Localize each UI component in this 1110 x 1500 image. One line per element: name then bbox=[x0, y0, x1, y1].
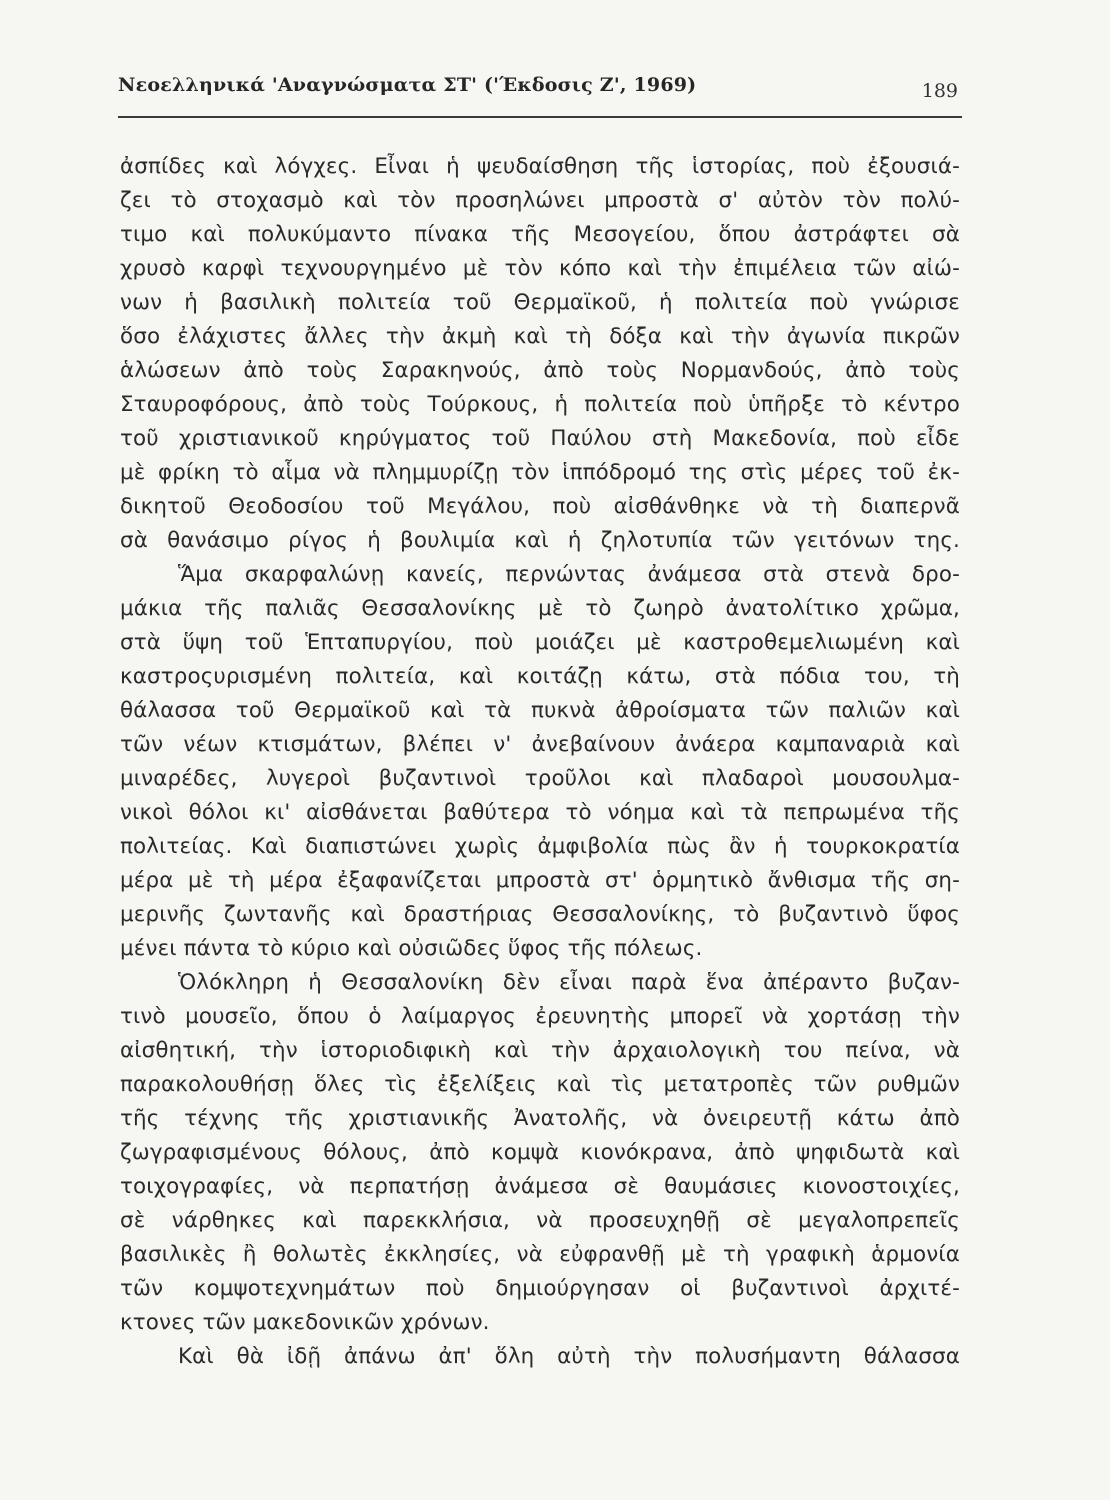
text-line: Σταυροφόρους, ἀπὸ τοὺς Τούρκους, ἡ πολιτεία ποὺ ὑπῆρξε τὸ κέντρο bbox=[120, 392, 960, 417]
text-line: μὲ φρίκη τὸ αἷμα νὰ πλημμυρίζῃ τὸν ἱππόδρομό της στὶς μέρες τοῦ ἐκ- bbox=[120, 460, 960, 485]
text-line: θάλασσα τοῦ Θερμαϊκοῦ καὶ τὰ πυκνὰ ἀθροίσματα τῶν παλιῶν καὶ bbox=[120, 698, 960, 723]
text-line: τῆς τέχνης τῆς χριστιανικῆς Ἀνατολῆς, νὰ ὀνειρευτῇ κάτω ἀπὸ bbox=[120, 1106, 960, 1131]
text-line: τῶν κομψοτεχνημάτων ποὺ δημιούργησαν οἱ βυζαντινοὶ ἀρχιτέ- bbox=[120, 1276, 960, 1301]
text-line: ζωγραφισμένους θόλους, ἀπὸ κομψὰ κιονόκρανα, ἀπὸ ψηφιδωτὰ καὶ bbox=[120, 1140, 960, 1165]
text-line: κτονες τῶν μακεδονικῶν χρόνων. bbox=[120, 1310, 490, 1335]
text-line: ἁλώσεων ἀπὸ τοὺς Σαρακηνούς, ἀπὸ τοὺς Νορμανδούς, ἀπὸ τοὺς bbox=[120, 358, 960, 383]
text-line: σὰ θανάσιμο ρίγος ἡ βουλιμία καὶ ἡ ζηλοτυπία τῶν γειτόνων της. bbox=[120, 528, 960, 553]
running-header bbox=[118, 70, 962, 102]
text-line: χρυσὸ καρφὶ τεχνουργημένο μὲ τὸν κόπο καὶ τὴν ἐπιμέλεια τῶν αἰώ- bbox=[120, 256, 960, 281]
text-line: δικητοῦ Θεοδοσίου τοῦ Μεγάλου, ποὺ αἰσθάνθηκε νὰ τὴ διαπερνᾶ bbox=[120, 494, 960, 519]
text-line: νικοὶ θόλοι κι' αἰσθάνεται βαθύτερα τὸ νόημα καὶ τὰ πεπρωμένα τῆς bbox=[120, 800, 960, 825]
header-rule bbox=[118, 116, 962, 118]
text-line: νων ἡ βασιλικὴ πολιτεία τοῦ Θερμαϊκοῦ, ἡ πολιτεία ποὺ γνώρισε bbox=[120, 290, 960, 315]
text-line: μερινῆς ζωντανῆς καὶ δραστήριας Θεσσαλονίκης, τὸ βυζαντινὸ ὕφος bbox=[120, 902, 960, 927]
text-line: τοιχογραφίες, νὰ περπατήσῃ ἀνάμεσα σὲ θαυμάσιες κιονοστοιχίες, bbox=[120, 1174, 960, 1199]
text-line: μέρα μὲ τὴ μέρα ἐξαφανίζεται μπροστὰ στ' ὁρμητικὸ ἄνθισμα τῆς ση- bbox=[120, 868, 960, 893]
text-line: μιναρέδες, λυγεροὶ βυζαντινοὶ τροῦλοι καὶ πλαδαροὶ μουσουλμα- bbox=[120, 766, 960, 791]
text-line: σὲ νάρθηκες καὶ παρεκκλήσια, νὰ προσευχηθῇ σὲ μεγαλοπρεπεῖς bbox=[120, 1208, 960, 1233]
paragraph-first-line: Ἅμα σκαρφαλώνῃ κανείς, περνώντας ἀνάμεσα στὰ στενὰ δρο- bbox=[178, 562, 960, 587]
text-line: ζει τὸ στοχασμὸ καὶ τὸν προσηλώνει μπροστὰ σ' αὐτὸν τὸν πολύ- bbox=[120, 188, 960, 213]
text-line: ἀσπίδες καὶ λόγχες. Εἶναι ἡ ψευδαίσθηση τῆς ἱστορίας, ποὺ ἐξουσιά- bbox=[120, 154, 960, 179]
page-number: 189 bbox=[921, 80, 958, 102]
header-source: Νεοελληνικά 'Αναγνώσματα ΣΤ' ('Έκδοσις Ζ', 1969) bbox=[118, 74, 697, 96]
paragraph-first-line: Ὁλόκληρη ἡ Θεσσαλονίκη δὲν εἶναι παρὰ ἕνα ἀπέραντο βυζαν- bbox=[178, 970, 960, 995]
text-line: ὅσο ἐλάχιστες ἄλλες τὴν ἀκμὴ καὶ τὴ δόξα καὶ τὴν ἀγωνία πικρῶν bbox=[120, 324, 960, 349]
text-line: πολιτείας. Καὶ διαπιστώνει χωρὶς ἀμφιβολία πὼς ἂν ἡ τουρκοκρατία bbox=[120, 834, 960, 859]
text-line: τῶν νέων κτισμάτων, βλέπει ν' ἀνεβαίνουν ἀνάερα καμπαναριὰ καὶ bbox=[120, 732, 960, 757]
text-line: τινὸ μουσεῖο, ὅπου ὁ λαίμαργος ἐρευνητὴς μπορεῖ νὰ χορτάσῃ τὴν bbox=[120, 1004, 960, 1029]
text-line: μάκια τῆς παλιᾶς Θεσσαλονίκης μὲ τὸ ζωηρὸ ἀνατολίτικο χρῶμα, bbox=[120, 596, 960, 621]
paragraph-first-line: Καὶ θὰ ἰδῇ ἀπάνω ἀπ' ὅλη αὐτὴ τὴν πολυσήμαντη θάλασσα bbox=[178, 1344, 960, 1369]
text-line: καστροςυρισμένη πολιτεία, καὶ κοιτάζῃ κάτω, στὰ πόδια του, τὴ bbox=[120, 664, 960, 689]
text-line: αἰσθητική, τὴν ἱστοριοδιφικὴ καὶ τὴν ἀρχαιολογικὴ του πείνα, νὰ bbox=[120, 1038, 960, 1063]
text-line: βασιλικὲς ἢ θολωτὲς ἐκκλησίες, νὰ εὐφρανθῇ μὲ τὴ γραφικὴ ἁρμονία bbox=[120, 1242, 960, 1267]
text-line: στὰ ὕψη τοῦ Ἑπταπυργίου, ποὺ μοιάζει μὲ καστροθεμελιωμένη καὶ bbox=[120, 630, 960, 655]
text-line: τιμο καὶ πολυκύμαντο πίνακα τῆς Μεσογείου, ὅπου ἀστράφτει σὰ bbox=[120, 222, 960, 247]
text-line: παρακολουθήσῃ ὅλες τὶς ἐξελίξεις καὶ τὶς μετατροπὲς τῶν ρυθμῶν bbox=[120, 1072, 960, 1097]
text-line: μένει πάντα τὸ κύριο καὶ οὐσιῶδες ὕφος τῆς πόλεως. bbox=[120, 936, 703, 961]
text-line: τοῦ χριστιανικοῦ κηρύγματος τοῦ Παύλου στὴ Μακεδονία, ποὺ εἶδε bbox=[120, 426, 960, 451]
